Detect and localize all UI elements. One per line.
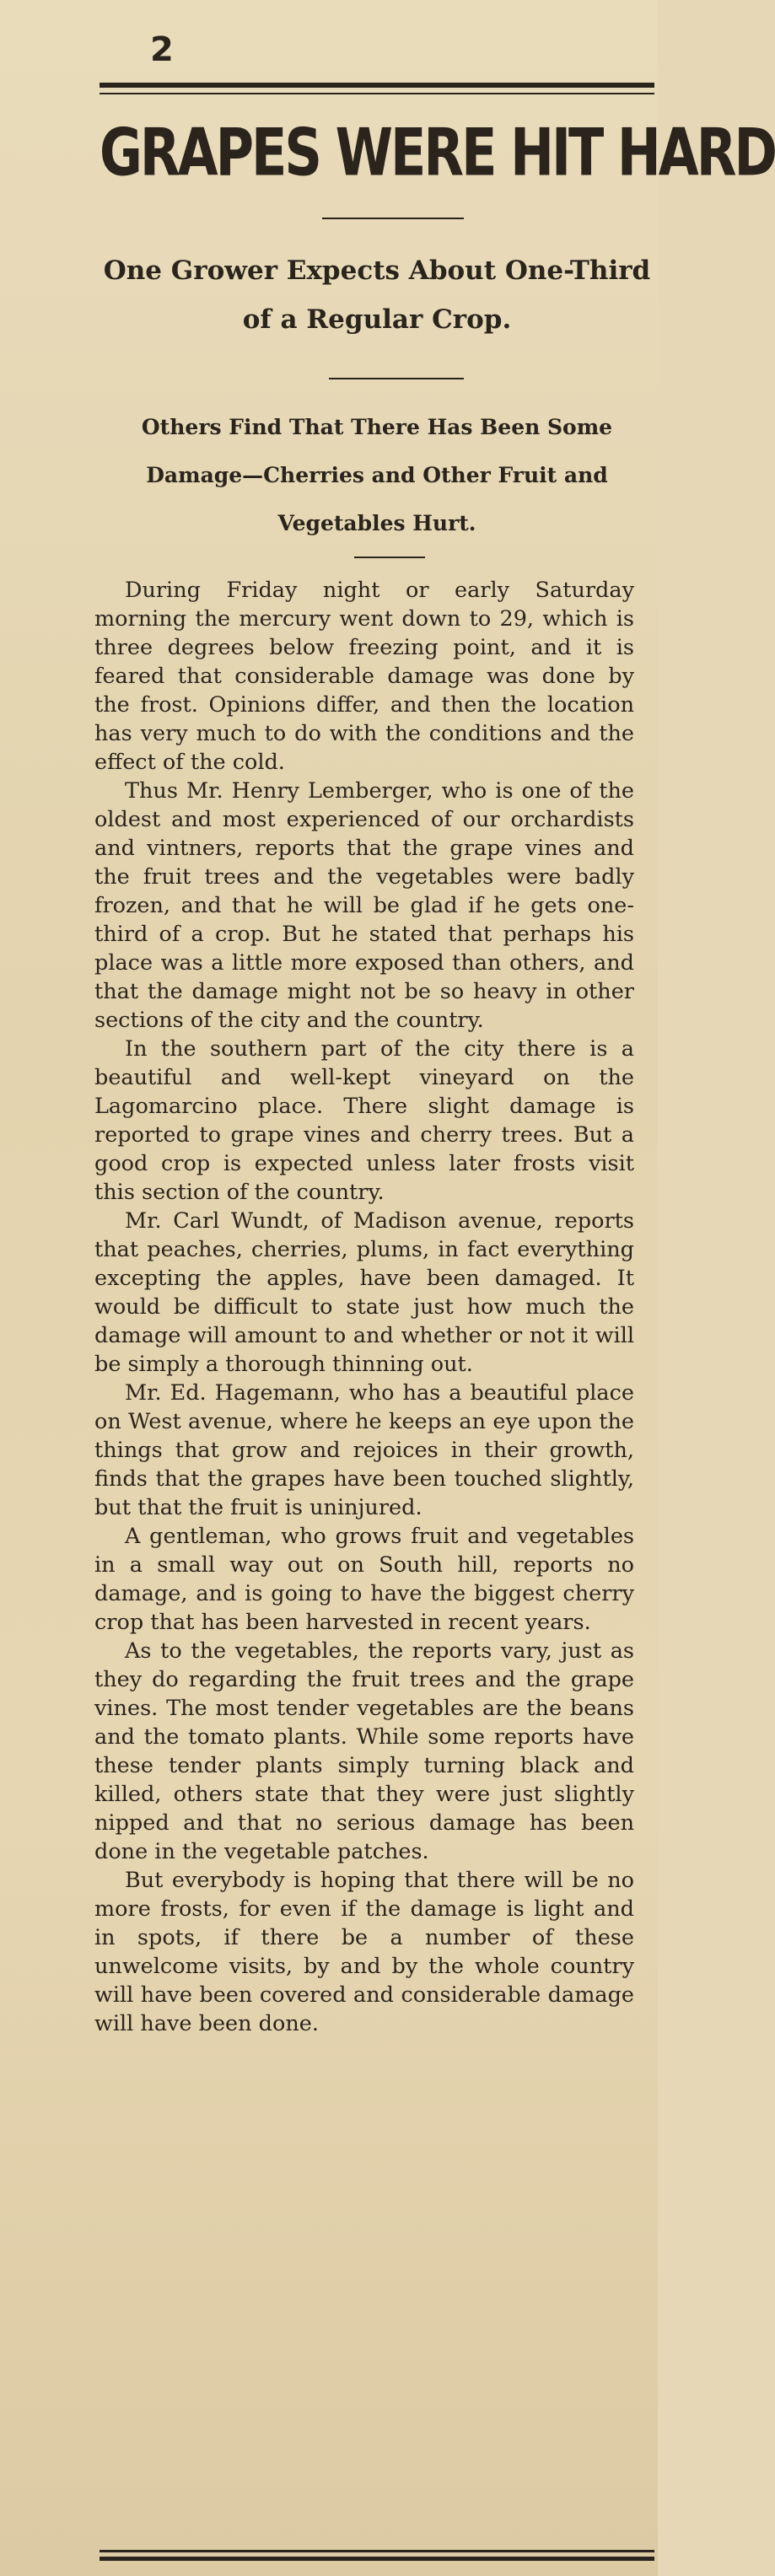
bottom-rule-thin (100, 2550, 654, 2552)
paragraph: Mr. Ed. Hagemann, who has a beautiful place on West avenue, where he keeps an eye upon the things that grow and rejoices in their growth, finds that the grapes have been touched slightly, but that the fruit is uninjured. (94, 1380, 634, 1520)
paragraph: During Friday night or early Saturday morning the mercury went down to 29, which is three degrees below freezing point, and it is feared that considerable damage was done by the frost. Opinions differ, and then the location has very much to do with the conditions and the effect of the cold. (94, 578, 634, 775)
page-number: 2 (150, 30, 174, 69)
paragraph: But everybody is hoping that there will be no more frosts, for even if the damage is light and in spots, if there be a number of these unwelcome visits, by and by the whole country will have been covered and considerable damage will have been done. (94, 1868, 634, 2036)
paragraph: In the southern part of the city there is a beautiful and well-kept vineyard on the Lagomarcino place. There slight damage is reported to grape vines and cherry trees. But a good crop is expected unless later frosts visit this section of the country. (94, 1036, 634, 1205)
top-rule-thick (100, 83, 654, 88)
headline: GRAPES WERE HIT HARD (100, 114, 775, 191)
divider-rule (322, 218, 464, 219)
paragraph: As to the vegetables, the reports vary, just as they do regarding the fruit trees and the grape vines. The most tender vegetables are the beans and the tomato plants. While some reports have these tender plants simply turning black and killed, others state that they were just slightly nipped and that no serious damage has been done in the vegetable patches. (94, 1638, 634, 1864)
paragraph: Thus Mr. Henry Lemberger, who is one of the oldest and most experienced of our orchardists and vintners, reports that the grape vines and the fruit trees and the vegetables were badly frozen, and that he will be glad if he gets one-third of a crop. But he stated that perhaps his place was a little more exposed than others, and that the damage might not be so heavy in other sections of the city and the country. (94, 778, 634, 1033)
divider-rule (329, 378, 464, 379)
divider-rule (354, 557, 425, 558)
subheadline: One Grower Expects About One-Third of a Regular Crop. (103, 255, 651, 335)
paragraph: Mr. Carl Wundt, of Madison avenue, reports that peaches, cherries, plums, in fact everything excepting the apples, have been damaged. It would be difficult to state just how much the damage will amount to and whether or not it will be simply a thorough thinning out. (94, 1208, 634, 1377)
article-body (94, 576, 634, 2038)
paragraph: A gentleman, who grows fruit and vegetables in a small way out on South hill, reports no damage, and is going to have the biggest cherry crop that has been harvested in recent years. (94, 1524, 634, 1635)
top-rule-thin (100, 93, 654, 94)
bottom-rule-thick (100, 2557, 654, 2561)
deck: Others Find That There Has Been Some Damage—Cherries and Other Fruit and Vegetables Hurt. (141, 415, 613, 535)
